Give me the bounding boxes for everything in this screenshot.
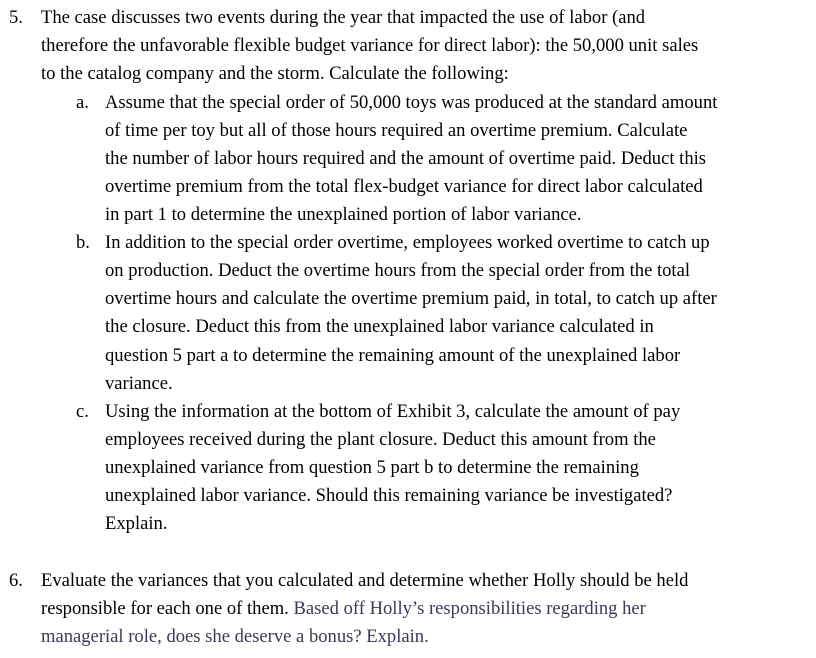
part-b-line: In addition to the special order overtime, employees worked overtime to catch up	[105, 232, 710, 253]
part-a-letter: a.	[76, 92, 89, 113]
question-6-line-2	[41, 599, 646, 619]
part-a-line: in part 1 to determine the unexplained portion of labor variance.	[105, 204, 582, 225]
part-c-letter: c.	[76, 401, 89, 422]
question-5-line-2: therefore the unfavorable flexible budget variance for direct labor): the 50,000 unit sales	[41, 35, 699, 56]
part-b-line: variance.	[105, 373, 173, 394]
question-6-number: 6.	[9, 570, 23, 591]
question-6-line-3: managerial role, does she deserve a bonus? Explain.	[41, 626, 429, 647]
question-5-line-3: to the catalog company and the storm. Calculate the following:	[41, 63, 509, 84]
part-c-line: unexplained labor variance. Should this remaining variance be investigated?	[105, 485, 673, 506]
part-c-line: Using the information at the bottom of Exhibit 3, calculate the amount of pay	[105, 401, 681, 422]
part-b-line: on production. Deduct the overtime hours from the special order from the total	[105, 260, 691, 281]
part-a-line: of time per toy but all of those hours required an overtime premium. Calculate	[105, 120, 688, 141]
part-b-letter: b.	[76, 232, 90, 253]
part-a-line: Assume that the special order of 50,000 toys was produced at the standard amount	[105, 92, 718, 113]
part-b-line: the closure. Deduct this from the unexplained labor variance calculated in	[105, 316, 654, 337]
part-a-line: the number of labor hours required and the amount of overtime paid. Deduct this	[105, 148, 707, 169]
part-c-line: unexplained variance from question 5 part b to determine the remaining	[105, 457, 639, 478]
part-c-line: employees received during the plant closure. Deduct this amount from the	[105, 429, 656, 450]
question-5-number: 5.	[9, 7, 23, 28]
question-5-line-1: The case discusses two events during the year that impacted the use of labor (and	[41, 7, 646, 28]
part-c-line: Explain.	[105, 513, 168, 534]
question-6-line-2-start: responsible for each one of them.	[41, 598, 289, 619]
part-a-line: overtime premium from the total flex-budget variance for direct labor calculated	[105, 176, 703, 197]
part-b-line: question 5 part a to determine the remaining amount of the unexplained labor	[105, 345, 681, 366]
question-6-line-2-end: Based off Holly’s responsibilities regarding her	[293, 598, 646, 619]
part-b-line: overtime hours and calculate the overtime premium paid, in total, to catch up after	[105, 288, 717, 309]
question-6-line-1: Evaluate the variances that you calculated and determine whether Holly should be held	[41, 570, 689, 591]
